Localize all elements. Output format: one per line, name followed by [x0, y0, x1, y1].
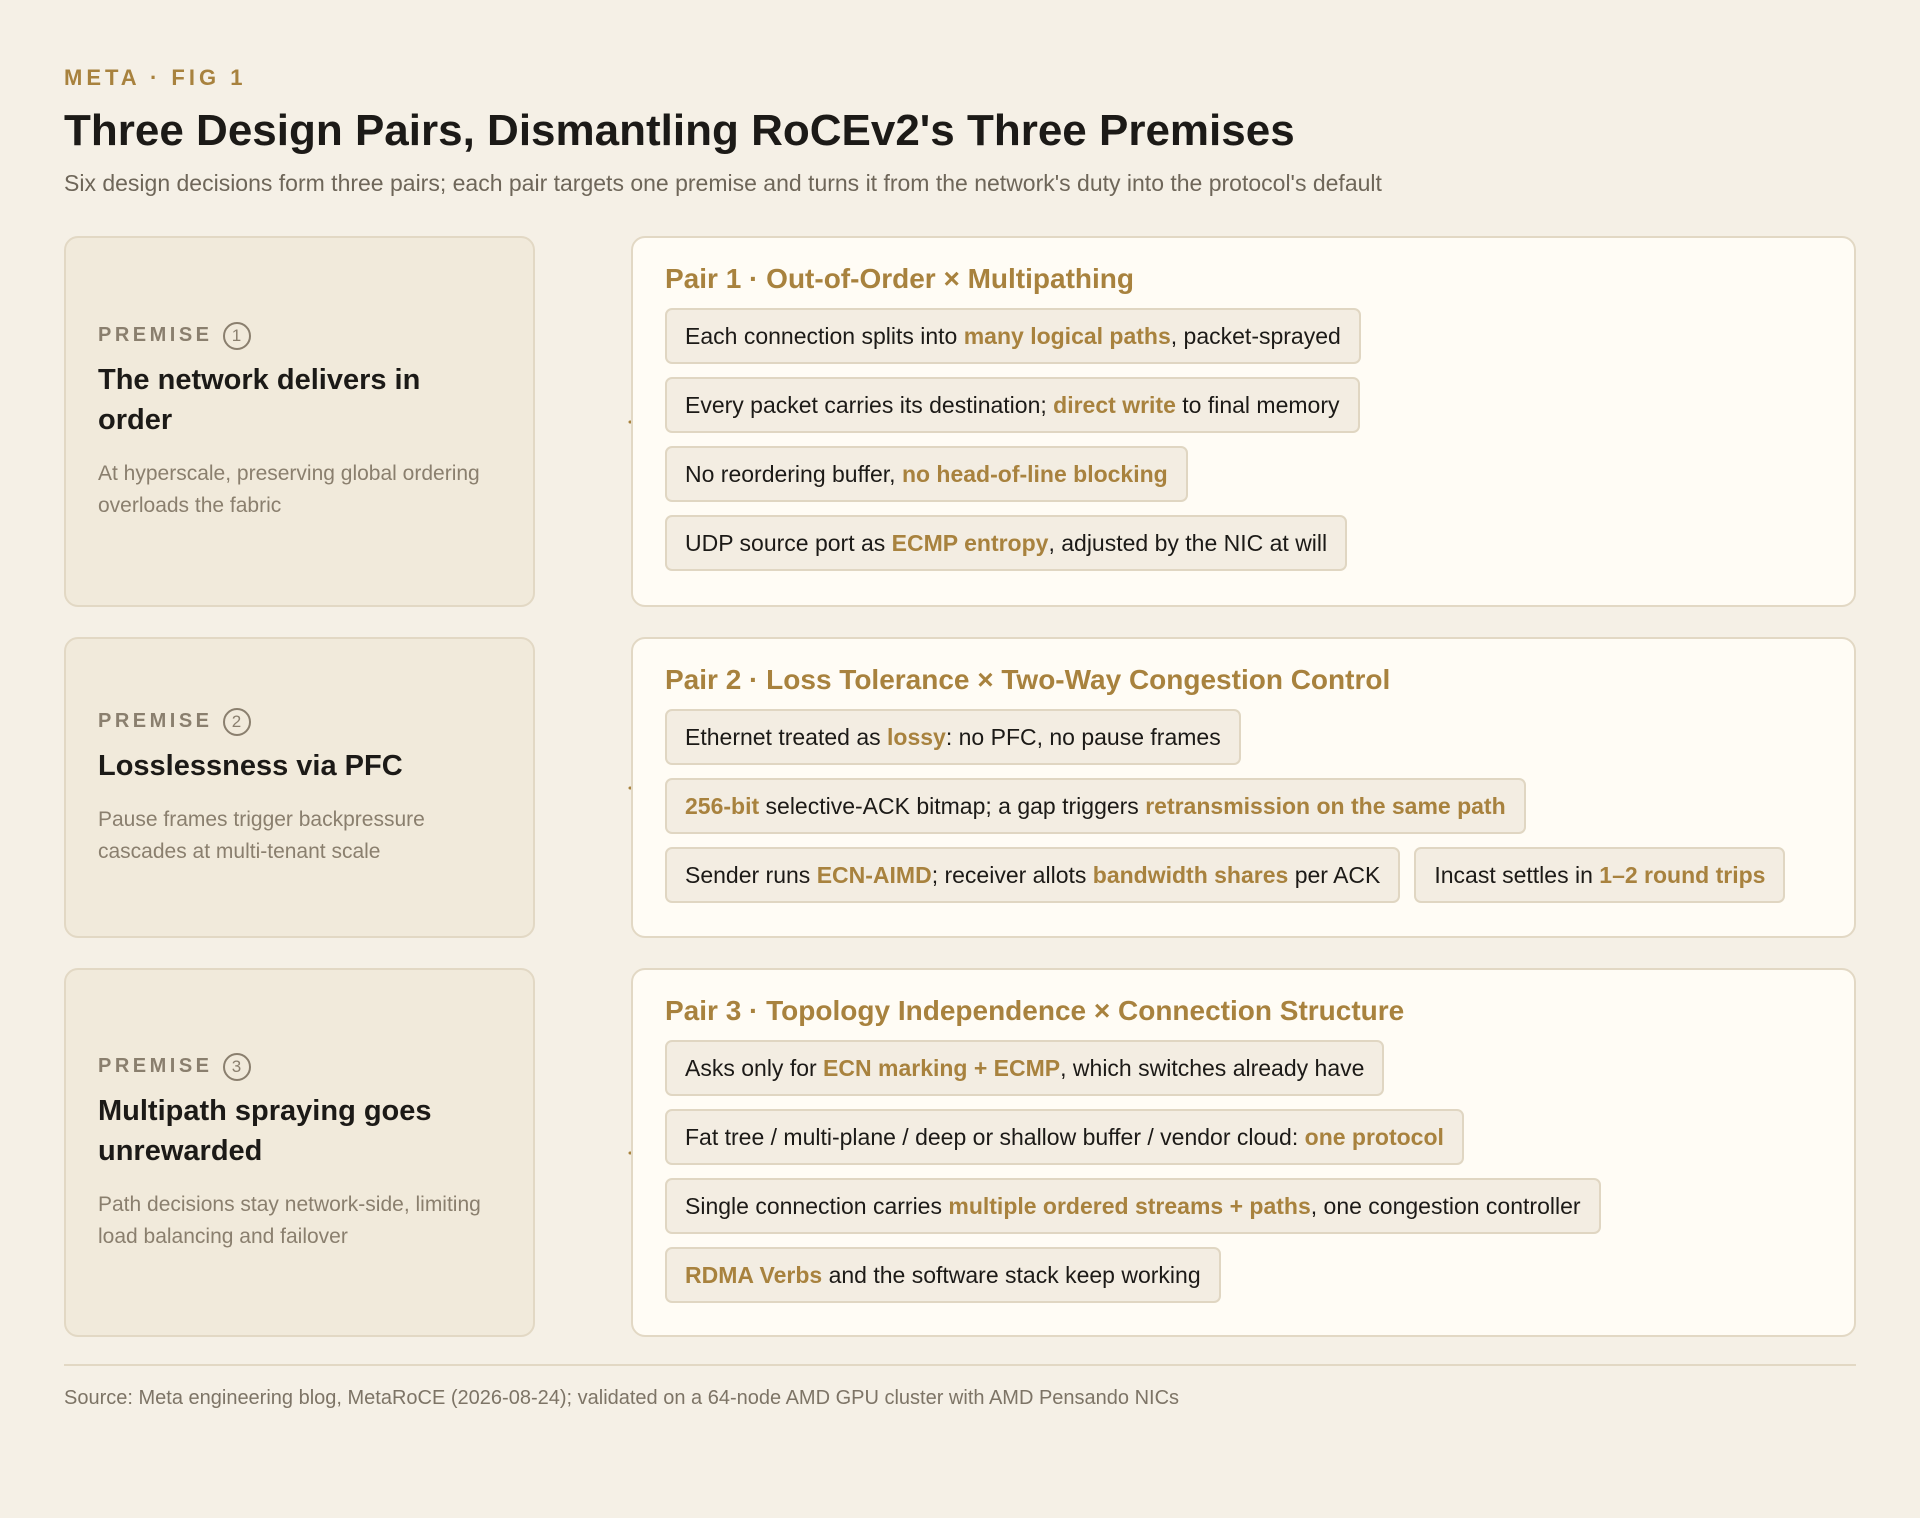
row-3 [64, 968, 1856, 1337]
chip-line [665, 446, 1822, 502]
chip-line [665, 778, 1822, 834]
premise-label-text: PREMISE [98, 324, 213, 346]
chip-text: selective-ACK bitmap; a gap triggers [759, 793, 1146, 819]
premise-description: At hyperscale, preserving global ordering overloads the fabric [98, 461, 480, 517]
chip-line [665, 709, 1822, 765]
decision-chip [665, 308, 1361, 364]
decision-chip [665, 1178, 1601, 1234]
highlight-text: direct write [1053, 392, 1176, 418]
chip-text: Incast settles in [1434, 862, 1600, 888]
decision-chip [665, 515, 1347, 571]
chip-text: Single connection carries [685, 1193, 949, 1219]
highlight-text: retransmission on the same path [1145, 793, 1506, 819]
footer-divider [64, 1364, 1856, 1366]
chip-line [665, 1040, 1822, 1096]
premise-label [98, 708, 501, 736]
highlight-text: bandwidth shares [1092, 862, 1289, 888]
decision-chip [665, 1247, 1221, 1303]
chip-text: Sender runs [685, 862, 817, 888]
chip-text: ; receiver allots [931, 862, 1093, 888]
highlight-text: one protocol [1304, 1124, 1444, 1150]
highlight-text: lossy [887, 724, 946, 750]
row-1 [64, 236, 1856, 607]
highlight-text: ECN-AIMD [816, 862, 932, 888]
chip-line [665, 1247, 1822, 1303]
chip-line [665, 847, 1822, 903]
chip-text: , which switches already have [1060, 1055, 1365, 1081]
decision-chip [665, 847, 1400, 903]
decision-chip [665, 446, 1188, 502]
figure [64, 64, 1856, 1409]
chip-text: and the software stack keep working [822, 1262, 1201, 1288]
decision-chip [1414, 847, 1785, 903]
chip-line [665, 308, 1822, 364]
pair-card-2 [631, 637, 1856, 938]
chip-text: : no PFC, no pause frames [945, 724, 1221, 750]
highlight-text: 256-bit [685, 793, 760, 819]
premise-number-badge: 1 [223, 322, 251, 350]
highlight-text: multiple ordered streams + paths [948, 1193, 1311, 1219]
premise-card-3 [64, 968, 535, 1337]
chip-text: , one congestion controller [1310, 1193, 1581, 1219]
chip-text: , adjusted by the NIC at will [1048, 530, 1328, 556]
decision-chips [665, 709, 1822, 903]
pair-card-3 [631, 968, 1856, 1337]
chip-text: Fat tree / multi-plane / deep or shallow buffer / vendor cloud: [685, 1124, 1305, 1150]
premise-description: Pause frames trigger backpressure cascades at multi-tenant scale [98, 807, 425, 863]
premise-label-text: PREMISE [98, 1055, 213, 1077]
highlight-text: many logical paths [963, 323, 1171, 349]
chip-text: per ACK [1288, 862, 1381, 888]
chip-text: Ethernet treated as [685, 724, 888, 750]
pair-title: Pair 1 · Out-of-Order × Multipathing [665, 263, 1134, 294]
premise-label [98, 1053, 501, 1081]
chip-text: , packet-sprayed [1170, 323, 1341, 349]
pair-title: Pair 2 · Loss Tolerance × Two-Way Congestion Control [665, 664, 1391, 695]
chip-text: to final memory [1175, 392, 1340, 418]
chip-line [665, 515, 1822, 571]
decision-chips [665, 308, 1822, 571]
figure-title: Three Design Pairs, Dismantling RoCEv2's Three Premises [64, 106, 1295, 155]
premise-title: Losslessness via PFC [98, 749, 403, 782]
chip-text: Every packet carries its destination; [685, 392, 1054, 418]
chip-text: UDP source port as [685, 530, 892, 556]
premise-pair-rows [64, 236, 1856, 1337]
chip-line [665, 377, 1822, 433]
highlight-text: RDMA Verbs [685, 1262, 823, 1288]
premise-description: Path decisions stay network-side, limiting load balancing and failover [98, 1192, 481, 1248]
chip-line [665, 1178, 1822, 1234]
premise-title: The network delivers in order [98, 363, 421, 436]
premise-number-badge: 2 [223, 708, 251, 736]
premise-label [98, 322, 501, 350]
decision-chip [665, 1040, 1384, 1096]
chip-text: Asks only for [685, 1055, 824, 1081]
highlight-text: 1–2 round trips [1599, 862, 1766, 888]
premise-label-text: PREMISE [98, 710, 213, 732]
highlight-text: ECN marking + ECMP [823, 1055, 1061, 1081]
premise-card-1 [64, 236, 535, 607]
premise-card-2 [64, 637, 535, 938]
pair-card-1 [631, 236, 1856, 607]
chip-text: Each connection splits into [685, 323, 964, 349]
pair-title: Pair 3 · Topology Independence × Connection Structure [665, 995, 1405, 1026]
figure-kicker: META · FIG 1 [64, 65, 247, 90]
highlight-text: no head-of-line blocking [901, 461, 1168, 487]
premise-number-badge: 3 [223, 1053, 251, 1081]
decision-chip [665, 709, 1241, 765]
source-note: Source: Meta engineering blog, MetaRoCE (2026-08-24); validated on a 64-node AMD GPU cluster with AMD Pensando NICs [64, 1387, 1180, 1409]
decision-chip [665, 1109, 1464, 1165]
premise-title: Multipath spraying goes unrewarded [98, 1094, 432, 1167]
figure-subtitle: Six design decisions form three pairs; each pair targets one premise and turns it from the network's duty into the protocol's default [64, 170, 1382, 196]
chip-line [665, 1109, 1822, 1165]
decision-chip [665, 778, 1526, 834]
highlight-text: ECMP entropy [891, 530, 1049, 556]
row-2 [64, 637, 1856, 938]
decision-chip [665, 377, 1360, 433]
decision-chips [665, 1040, 1822, 1303]
chip-text: No reordering buffer, [685, 461, 902, 487]
